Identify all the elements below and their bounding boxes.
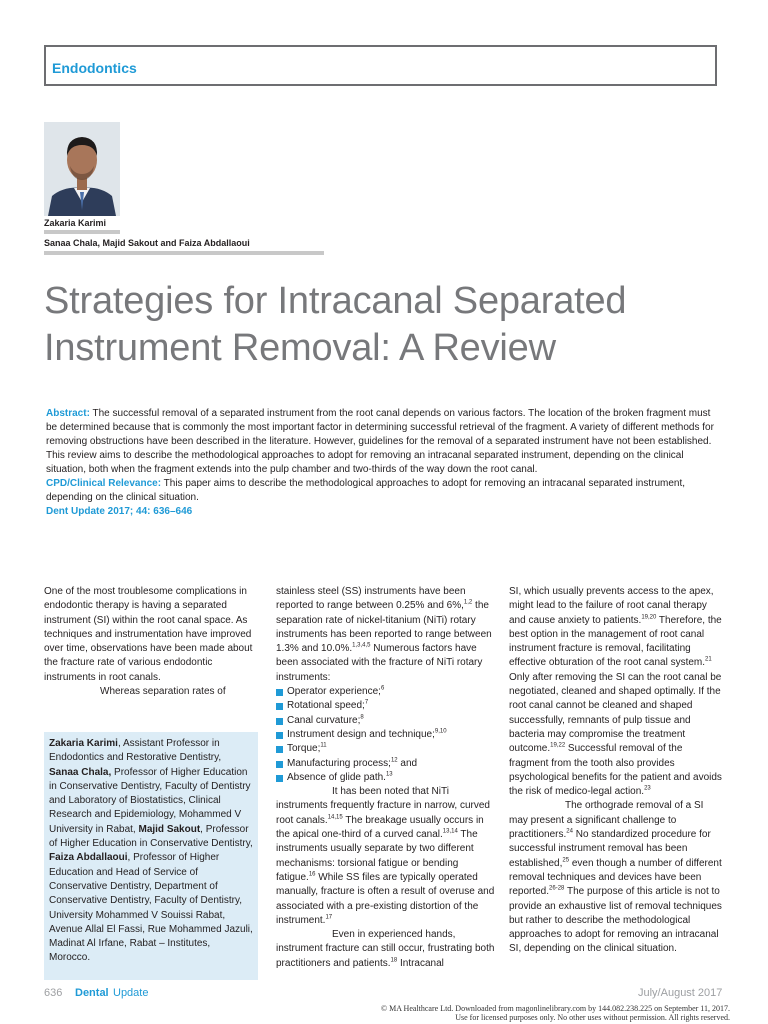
bio-text-3: , Professor of Higher Education in Conservative Dentistry, — [49, 823, 253, 850]
list-item: Instrument design and technique;$^{9,10}$ — [276, 728, 496, 742]
journal-name-dental: Dental — [75, 987, 109, 999]
bio-text-2: Professor of Higher Education in Conservative Dentistry, Faculty of Dentistry and Laboratory of Biostatistics, Clinical Research and Epidemiology, Mohammed V University in Rabat, — [49, 766, 251, 835]
section-label: Endodontics — [52, 60, 137, 76]
co-authors: Sanaa Chala, Majid Sakout and Faiza Abdallaoui — [44, 238, 250, 248]
list-item: Manufacturing process;$^{12}$ and — [276, 757, 496, 771]
bio-name-3: Majid Sakout — [138, 823, 201, 835]
author-portrait-image — [44, 122, 120, 216]
copyright-notice — [300, 1004, 730, 1022]
title-line-2: Instrument Removal: A Review — [44, 327, 556, 369]
bio-text-4: , Professor of Higher Education and Head of Service of Conservative Dentistry, Department of Conservative Dentistry, Faculty of Dentistry, University Mohammed V Souissi Rabat, Avenue Allal El Fassi, Rue Mohammed Jazuli, Madinat Al Irfane, Rabat – Institutes, Morocco. — [49, 852, 253, 964]
list-item: Absence of glide path.$^{13}$ — [276, 771, 496, 785]
col2-paragraph-1: stainless steel (SS) instruments have been reported to range between 0.25% and 6%,$^{1,2}$ the separation rate of nickel-titanium (NiTi) rotary instruments has been reported to range between 1.3% and 10.0%.$^{1,3,4,5}$ Numerous factors have been associated with the fracture of NiTi rotary instruments: — [276, 586, 492, 683]
copyright-line-2: Use for licensed purposes only. No other uses without permission. All rights reserved. — [455, 1013, 730, 1022]
author-divider-long — [44, 251, 324, 255]
col3-paragraph-2: The orthograde removal of a SI may present a significant challenge to practitioners.$^{24}$ No standardized procedure for successful instrument removal has been established,$^{25}$ even though a number of different removal techniques and devices have been reported.$^{26-28}$ The purpose of this article is not to provide an exhaustive list of removal techniques but rather to describe the methodological approaches to adopt for removing an intracanal SI, depending on the clinical situation. — [509, 800, 722, 955]
list-item: Canal curvature;$^8$ — [276, 714, 496, 728]
issue-date: July/August 2017 — [638, 987, 723, 999]
journal-name-update: Update — [113, 987, 149, 999]
abstract-text: The successful removal of a separated instrument from the root canal depends on various factors. The location of the broken fragment must be determined because that is commonly the most important factor in determining successful retrieval of the fragment. A variety of different methods for removing obstructions have been described in the literature. However, guidelines for the removal of a separated instrument have not been established. This review aims to describe the methodological approaches to adopt for removing an intracanal separated instrument, depending on the clinical situation, both when the fragment extends into the pulp chamber and two-thirds of the way down the root canal. — [46, 408, 714, 475]
citation: Dent Update 2017; 44: 636–646 — [46, 506, 193, 517]
bio-name-4: Faiza Abdallaoui — [49, 852, 128, 864]
copyright-line-1: © MA Healthcare Ltd. Downloaded from magonlinelibrary.com by 144.082.238.225 on September 11, 2017. — [381, 1004, 730, 1013]
author-photo — [44, 122, 120, 216]
bio-text-1: , Assistant Professor in Endodontics and Restorative Dentistry, — [49, 738, 222, 764]
cpd-text: This paper aims to describe the methodological approaches to adopt for removing an intracanal separated instrument, depending on the clinical situation. — [46, 478, 686, 503]
col2-paragraph-2: It has been noted that NiTi instruments frequently fracture in narrow, curved root canals.$^{14,15}$ The breakage usually occurs in the apical one-third of a curved canal.$^{13,14}$ The instruments usually separate by two different mechanisms: torsional fatigue or bending fatigue.$^{16}$ While SS files are typically operated manually, fracture is often a result of overuse and associated with a pre-existing distortion of the instrument.$^{17}$ — [276, 786, 495, 926]
col2-paragraph-3: Even in experienced hands, instrument fracture can still occur, frustrating both practitioners and patients.$^{18}$ Intracanal — [276, 929, 495, 969]
fracture-factors-list — [276, 685, 496, 785]
section-header-box — [44, 45, 717, 86]
list-item: Operator experience;$^6$ — [276, 685, 496, 699]
list-item: Torque;$^{11}$ — [276, 742, 496, 756]
cpd-paragraph — [46, 477, 716, 505]
bio-name-1: Zakaria Karimi — [49, 738, 118, 749]
abstract-label: Abstract: — [46, 408, 90, 419]
col1-paragraph-2: Whereas separation rates of — [100, 686, 226, 698]
author-bio-box — [44, 732, 258, 980]
abstract-block — [46, 407, 716, 519]
page-number: 636 — [44, 987, 63, 999]
title-line-1: Strategies for Intracanal Separated — [44, 280, 627, 322]
author-divider-short — [44, 230, 120, 234]
body-column-1 — [44, 585, 256, 699]
body-column-2 — [276, 585, 496, 971]
body-column-3 — [509, 585, 724, 957]
col3-paragraph-1: SI, which usually prevents access to the apex, might lead to the failure of root canal therapy and cause anxiety to patients.$^{19,20}$ Therefore, the best option in the management of root canal instrument fracture is removal, facilitating effective obturation of the root canal system.$^{21}$ Only after removing the SI can the root canal be negotiated, cleaned and shaped optimally. If the root canal cannot be cleaned and shaped successfully, remnants of pulp tissue and bacteria may compromise the treatment outcome.$^{19,22}$ Successful removal of the fragment from the tooth also provides psychological benefits for the patient and avoids the risk of medico-legal action.$^{23}$ — [509, 586, 722, 798]
bio-name-2: Sanaa Chala, — [49, 766, 112, 778]
article-title — [44, 278, 734, 372]
list-item: Rotational speed;$^7$ — [276, 699, 496, 713]
lead-author-name: Zakaria Karimi — [44, 218, 107, 228]
abstract-paragraph — [46, 407, 716, 477]
col1-paragraph-1: One of the most troublesome complications in endodontic therapy is having a separated instrument (SI) within the root canal space. As techniques and instrumentation have improved over time, observations have been made about the fracture rate of various endodontic instruments in root canals. — [44, 586, 253, 683]
cpd-label: CPD/Clinical Relevance: — [46, 478, 162, 489]
